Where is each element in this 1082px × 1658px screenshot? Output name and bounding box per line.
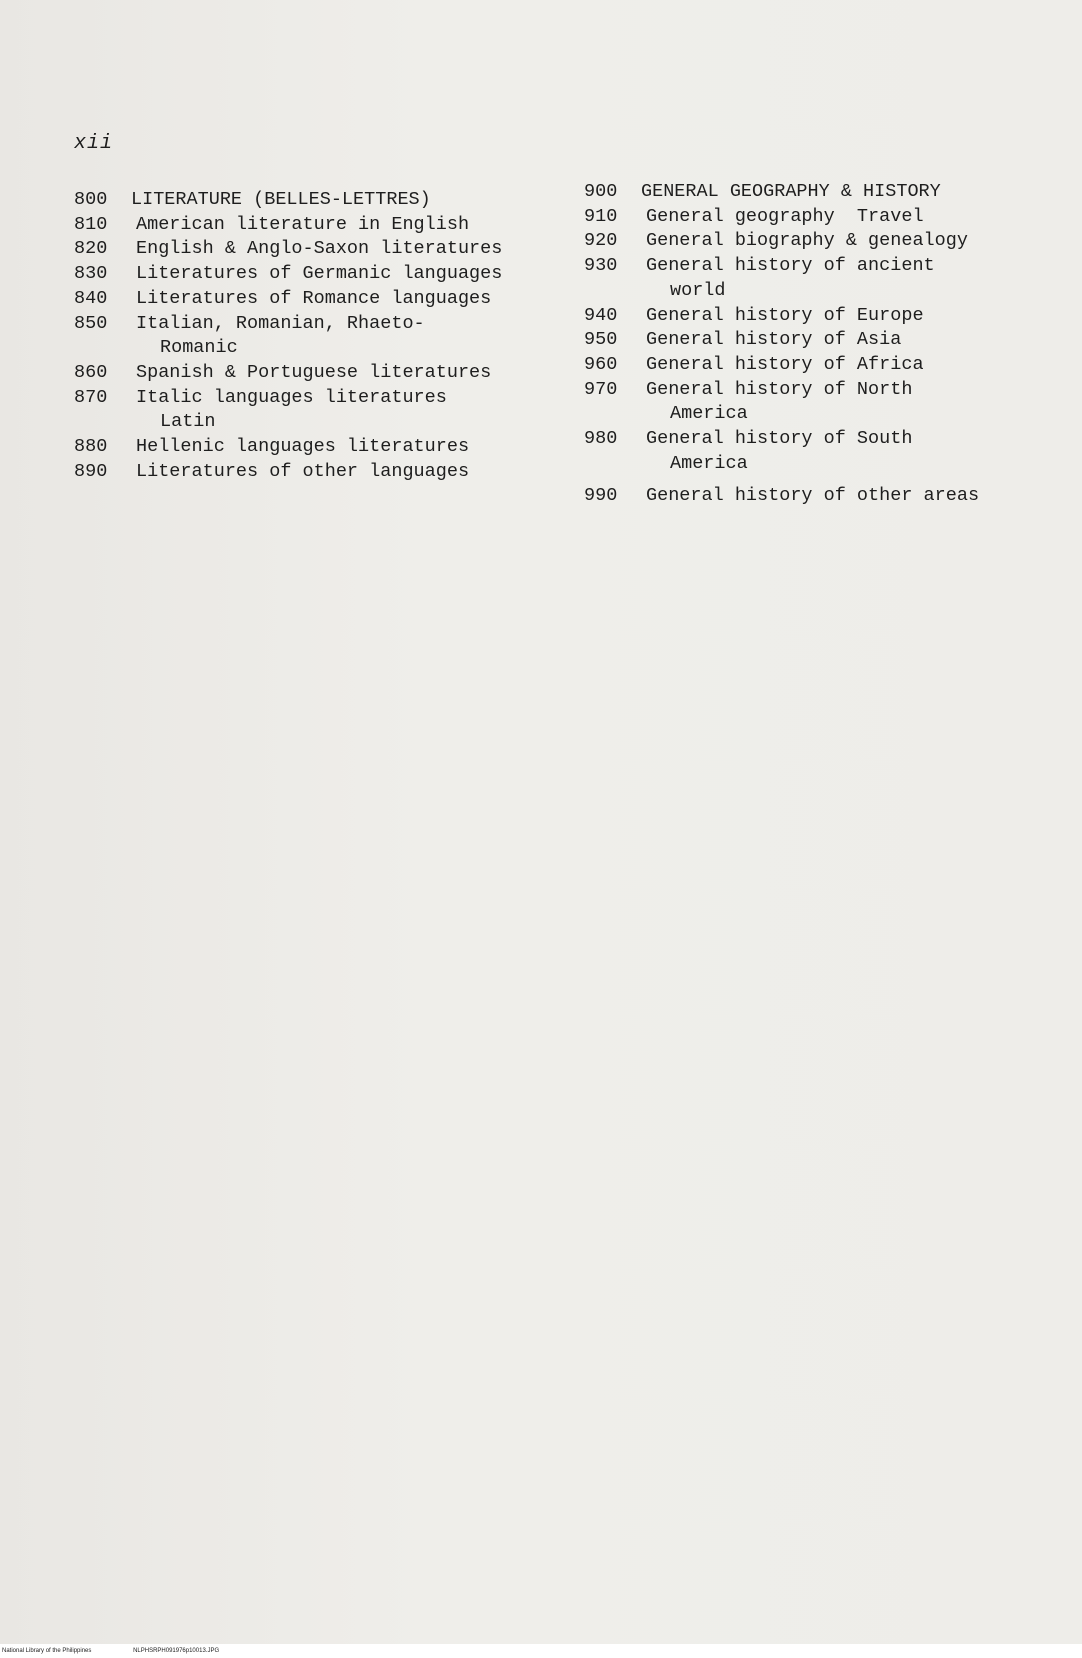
- class-label: [646, 427, 1054, 476]
- list-item: [584, 304, 1054, 329]
- class-label: [646, 229, 1054, 254]
- list-item: [584, 378, 1054, 427]
- class-label-text: Literatures of Romance languages: [136, 287, 492, 309]
- class-label: [646, 378, 1054, 427]
- list-item: [74, 287, 564, 312]
- list-item: [74, 312, 564, 361]
- class-label-text: General history of North: [646, 378, 913, 400]
- class-label-text: English & Anglo-Saxon literatures: [136, 238, 503, 260]
- class-label-text: Hellenic languages literatures: [136, 436, 470, 458]
- classification-list-left: [74, 188, 564, 484]
- class-label-text: Italian, Romanian, Rhaeto-: [136, 312, 425, 334]
- footer-library: National Library of the Philippines: [2, 1648, 92, 1654]
- class-code: 950: [584, 329, 618, 351]
- class-label: [136, 237, 564, 262]
- class-label-text: General history of Africa: [646, 353, 924, 375]
- class-code: 820: [74, 238, 108, 260]
- class-label-text: General history of other areas: [646, 485, 980, 507]
- class-label-text: General history of Asia: [646, 329, 902, 351]
- class-label-text: Spanish & Portuguese literatures: [136, 361, 492, 383]
- class-label-continuation: America: [670, 452, 748, 474]
- class-code: 930: [584, 255, 618, 277]
- class-code: 800: [74, 189, 108, 210]
- class-label-text: GENERAL GEOGRAPHY & HISTORY: [641, 181, 941, 202]
- class-label-continuation: Romanic: [160, 337, 238, 359]
- class-label-text: American literature in English: [136, 213, 470, 235]
- class-code: 980: [584, 428, 618, 450]
- scan-footer: [0, 1644, 1082, 1658]
- class-code: 940: [584, 304, 618, 326]
- class-code: 880: [74, 436, 108, 458]
- class-label: [136, 287, 564, 312]
- class-label: [131, 188, 564, 213]
- page-number: xii: [74, 132, 114, 155]
- list-item: [584, 180, 1054, 205]
- class-code: 870: [74, 386, 108, 408]
- list-item: [584, 254, 1054, 303]
- class-code: 840: [74, 287, 108, 309]
- class-label-text: Literatures of other languages: [136, 460, 470, 482]
- list-item: [74, 237, 564, 262]
- class-code: 900: [584, 181, 618, 202]
- class-label: [646, 304, 1054, 329]
- class-label: [136, 213, 564, 238]
- class-label: [646, 205, 1054, 230]
- list-item: [584, 353, 1054, 378]
- list-item: [74, 213, 564, 238]
- classification-list-right: [584, 180, 1054, 509]
- class-label-continuation: Latin: [160, 411, 216, 433]
- class-label-text: General history of ancient: [646, 255, 935, 277]
- class-code: 860: [74, 361, 108, 383]
- class-code: 960: [584, 353, 618, 375]
- list-item: [584, 205, 1054, 230]
- list-item: [74, 262, 564, 287]
- class-label-continuation: world: [670, 279, 726, 301]
- class-code: 830: [74, 263, 108, 285]
- class-label: [136, 361, 564, 386]
- class-label: [646, 254, 1054, 303]
- list-item: [74, 460, 564, 485]
- class-label-text: Italic languages literatures: [136, 386, 447, 408]
- class-code: 890: [74, 460, 108, 482]
- class-label-text: General history of Europe: [646, 304, 924, 326]
- list-item: [74, 435, 564, 460]
- class-code: 920: [584, 230, 618, 252]
- class-label: [646, 328, 1054, 353]
- class-code: 850: [74, 312, 108, 334]
- class-label-text: General history of South: [646, 428, 913, 450]
- class-label-text: Literatures of Germanic languages: [136, 263, 503, 285]
- class-code: 970: [584, 378, 618, 400]
- class-label-text: LITERATURE (BELLES-LETTRES): [131, 189, 431, 210]
- list-item: [584, 427, 1054, 476]
- list-item: [584, 328, 1054, 353]
- class-code: 990: [584, 485, 618, 507]
- class-label: [646, 353, 1054, 378]
- list-item: [74, 188, 564, 213]
- footer-filename: NLPHSRPH091976p10013.JPG: [133, 1648, 220, 1654]
- class-label: [646, 484, 1054, 509]
- class-label: [136, 386, 564, 435]
- class-code: 810: [74, 213, 108, 235]
- class-label-text: General biography & genealogy: [646, 230, 968, 252]
- class-label-continuation: America: [670, 403, 748, 425]
- class-label: [136, 312, 564, 361]
- list-item: [584, 484, 1054, 509]
- class-label: [136, 262, 564, 287]
- class-label: [136, 460, 564, 485]
- class-label-text: General geography Travel: [646, 205, 924, 227]
- list-item: [74, 361, 564, 386]
- list-item: [74, 386, 564, 435]
- class-label: [136, 435, 564, 460]
- class-label: [641, 180, 1054, 205]
- class-code: 910: [584, 205, 618, 227]
- list-item: [584, 229, 1054, 254]
